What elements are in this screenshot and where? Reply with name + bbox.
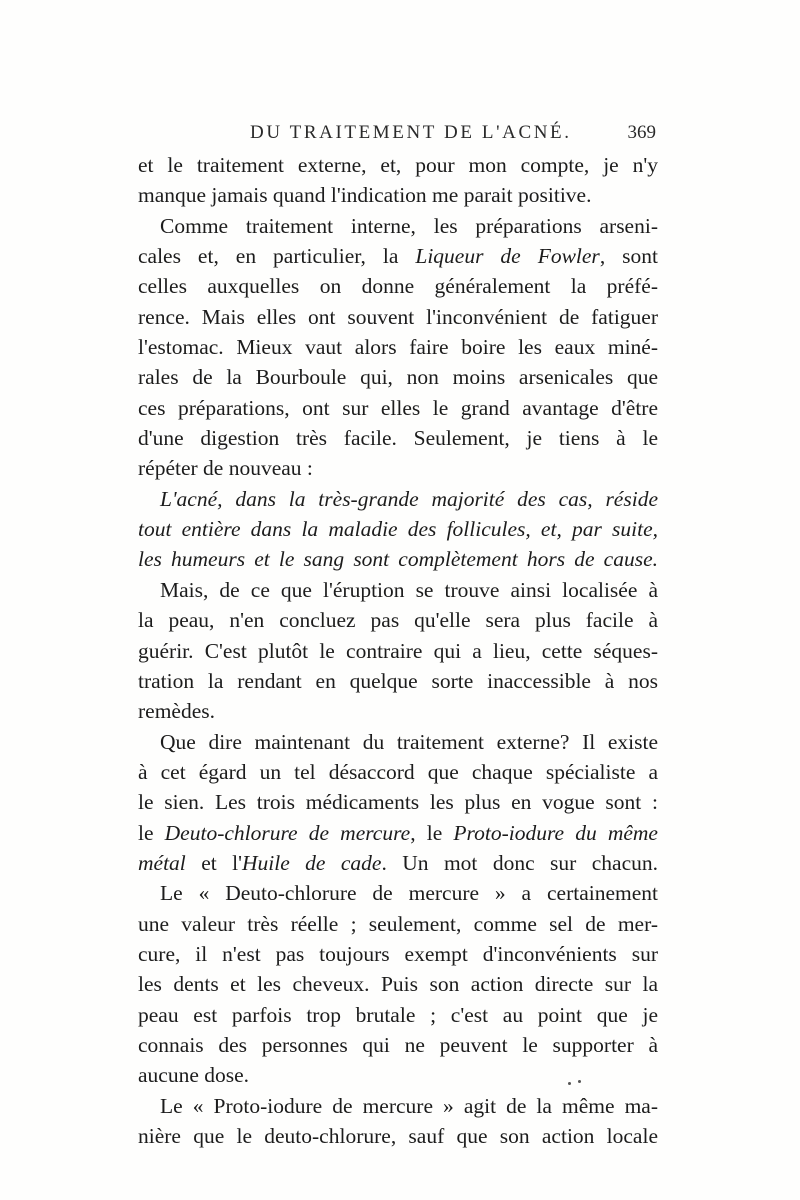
text-line [138, 848, 658, 878]
roman-text: guérir. C'est plutôt le contraire qui a lieu, cette séques- [138, 638, 658, 663]
text-line [138, 1121, 658, 1151]
roman-text: aucune dose. [138, 1063, 250, 1088]
text-line [138, 514, 658, 544]
italic-text: Liqueur de Fowler [415, 244, 600, 269]
roman-text: et le traitement externe, et, pour mon compte, je n'y [138, 153, 658, 177]
roman-text: l'estomac. Mieux vaut alors faire boire les eaux miné- [138, 335, 658, 360]
roman-text: à cet égard un tel désaccord que chaque spécialiste a [138, 759, 658, 784]
text-line [138, 241, 658, 271]
ink-speck [568, 1082, 571, 1085]
text-line [138, 362, 658, 392]
roman-text: Que dire maintenant du traitement externe? Il existe [160, 729, 658, 754]
roman-text: tration la rendant en quelque sorte inaccessible à nos [138, 668, 658, 693]
text-line [138, 909, 658, 939]
text-line [138, 1060, 658, 1090]
roman-text: , sont [599, 244, 658, 269]
italic-text: Huile de cade [241, 850, 382, 875]
text-line [138, 818, 658, 848]
italic-text: L'acné, dans la très-grande majorité des cas, réside [160, 486, 658, 511]
text-line [138, 575, 658, 605]
text-line [138, 332, 658, 362]
roman-text: rales de la Bourboule qui, non moins arsenicales que [138, 365, 658, 390]
roman-text: nière que le deuto-chlorure, sauf que son action locale [138, 1124, 658, 1148]
text-line [138, 453, 658, 483]
italic-text: métal [138, 850, 186, 875]
roman-text: répéter de nouveau : [138, 456, 313, 481]
text-line [138, 605, 658, 635]
text-line [138, 666, 658, 696]
roman-text: Le « Proto-iodure de mercure » agit de la même ma- [160, 1093, 658, 1118]
roman-text: le sien. Les trois médicaments les plus en vogue sont : [138, 790, 658, 815]
text-line [138, 1000, 658, 1030]
text-line [138, 727, 658, 757]
roman-text: une valeur très réelle ; seulement, comme sel de mer- [138, 911, 658, 936]
roman-text: d'une digestion très facile. Seulement, je tiens à le [138, 426, 658, 451]
text-line [138, 1030, 658, 1060]
roman-text: rence. Mais elles ont souvent l'inconvénient de fatiguer [138, 304, 658, 329]
roman-text: les dents et les cheveux. Puis son action directe sur la [138, 972, 658, 997]
roman-text: Le « Deuto-chlorure de mercure » a certainement [160, 881, 658, 906]
text-line [138, 211, 658, 241]
roman-text: Mais, de ce que l'éruption se trouve ainsi localisée à [160, 577, 658, 602]
text-line [138, 696, 658, 726]
text-line [138, 787, 658, 817]
text-line [138, 393, 658, 423]
page-number: 369 [627, 122, 656, 143]
roman-text: . Un mot donc sur chacun. [381, 850, 658, 875]
text-line [138, 271, 658, 301]
roman-text: cales et, en particulier, la [138, 244, 416, 269]
roman-text: celles auxquelles on donne généralement la préfé- [138, 274, 658, 299]
text-line [138, 939, 658, 969]
italic-text: les humeurs et le sang sont complètement hors de cause. [138, 547, 658, 572]
text-line [138, 302, 658, 332]
body-text [138, 150, 658, 1151]
roman-text: ces préparations, ont sur elles le grand avantage d'être [138, 395, 658, 420]
roman-text: , le [410, 820, 454, 845]
roman-text: cure, il n'est pas toujours exempt d'inconvénients sur [138, 941, 658, 966]
text-line [138, 150, 658, 180]
text-line [138, 757, 658, 787]
text-line [138, 969, 658, 999]
text-line [138, 636, 658, 666]
text-line [138, 1091, 658, 1121]
roman-text: la peau, n'en concluez pas qu'elle sera plus facile à [138, 608, 658, 633]
italic-text: tout entière dans la maladie des follicules, et, par suite, [138, 517, 658, 542]
text-line [138, 544, 658, 574]
roman-text: manque jamais quand l'indication me parait positive. [138, 183, 592, 208]
text-line [138, 878, 658, 908]
running-title: DU TRAITEMENT DE L'ACNÉ. [250, 122, 572, 143]
roman-text: le [138, 820, 165, 845]
roman-text: connais des personnes qui ne peuvent le supporter à [138, 1032, 658, 1057]
roman-text: et l' [185, 850, 242, 875]
text-line [138, 484, 658, 514]
roman-text: peau est parfois trop brutale ; c'est au point que je [138, 1002, 658, 1027]
italic-text: Deuto-chlorure de mercure [164, 820, 411, 845]
text-line [138, 423, 658, 453]
roman-text: Comme traitement interne, les préparations arseni- [160, 213, 658, 238]
running-head [250, 122, 656, 150]
ink-speck [578, 1080, 581, 1083]
italic-text: Proto-iodure du même [453, 820, 658, 845]
roman-text: remèdes. [138, 699, 216, 724]
text-line [138, 180, 658, 210]
